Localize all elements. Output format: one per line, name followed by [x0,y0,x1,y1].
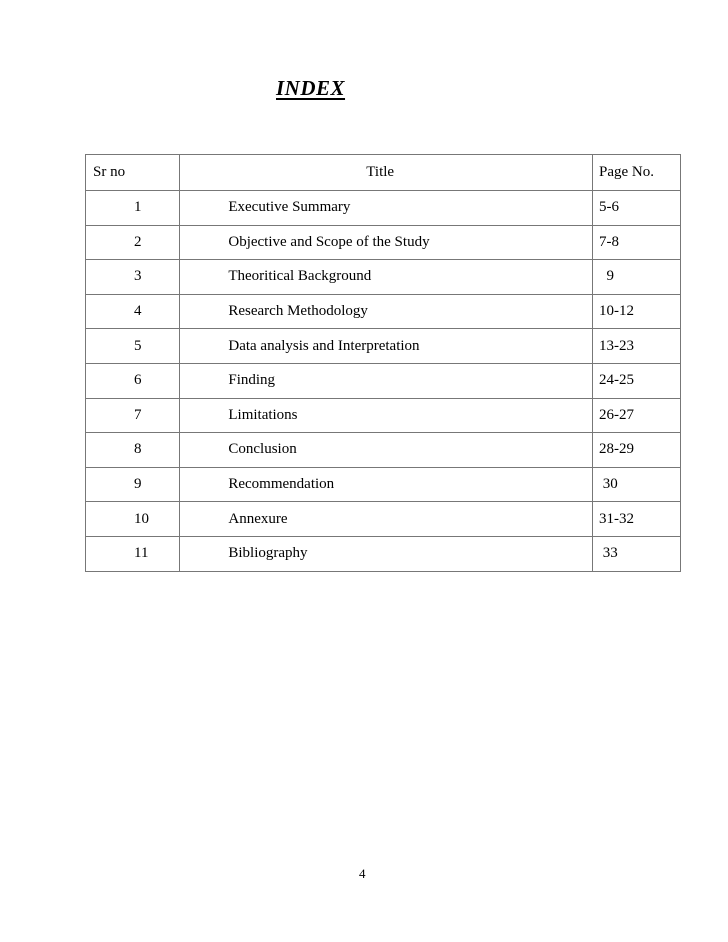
header-title: Title [180,155,593,191]
title-cell: Theoritical Background [180,260,593,295]
sr-no-cell: 6 [86,363,180,398]
page-title: INDEX [276,76,346,100]
page-no-cell: 26-27 [592,398,680,433]
index-table [85,154,681,572]
table-row [86,502,681,537]
page-no-cell: 9 [592,260,680,295]
page-no-cell: 7-8 [592,225,680,260]
title-cell: Objective and Scope of the Study [180,225,593,260]
table-row [86,467,681,502]
sr-no-cell: 11 [86,536,180,571]
title-cell: Bibliography [180,536,593,571]
title-cell: Recommendation [180,467,593,502]
sr-no-cell: 7 [86,398,180,433]
table-header-row [86,155,681,191]
title-cell: Executive Summary [180,191,593,226]
page-no-cell: 5-6 [592,191,680,226]
title-cell: Limitations [180,398,593,433]
table-row [86,294,681,329]
header-page-no: Page No. [592,155,680,191]
sr-no-cell: 3 [86,260,180,295]
page-no-cell: 31-32 [592,502,680,537]
sr-no-cell: 5 [86,329,180,364]
page-no-cell: 10-12 [592,294,680,329]
header-sr-no: Sr no [86,155,180,191]
page-no-cell: 33 [592,536,680,571]
title-cell: Conclusion [180,433,593,468]
table-row [86,329,681,364]
title-cell: Research Methodology [180,294,593,329]
table-row [86,398,681,433]
sr-no-cell: 4 [86,294,180,329]
page-no-cell: 13-23 [592,329,680,364]
title-cell: Finding [180,363,593,398]
sr-no-cell: 9 [86,467,180,502]
table-row [86,536,681,571]
sr-no-cell: 1 [86,191,180,226]
sr-no-cell: 2 [86,225,180,260]
title-cell: Data analysis and Interpretation [180,329,593,364]
page-number: 4 [359,866,366,881]
page-no-cell: 30 [592,467,680,502]
table-row [86,225,681,260]
sr-no-cell: 10 [86,502,180,537]
table-row [86,433,681,468]
table-row [86,260,681,295]
table-row [86,363,681,398]
sr-no-cell: 8 [86,433,180,468]
page-no-cell: 28-29 [592,433,680,468]
table-row [86,191,681,226]
page-no-cell: 24-25 [592,363,680,398]
title-cell: Annexure [180,502,593,537]
